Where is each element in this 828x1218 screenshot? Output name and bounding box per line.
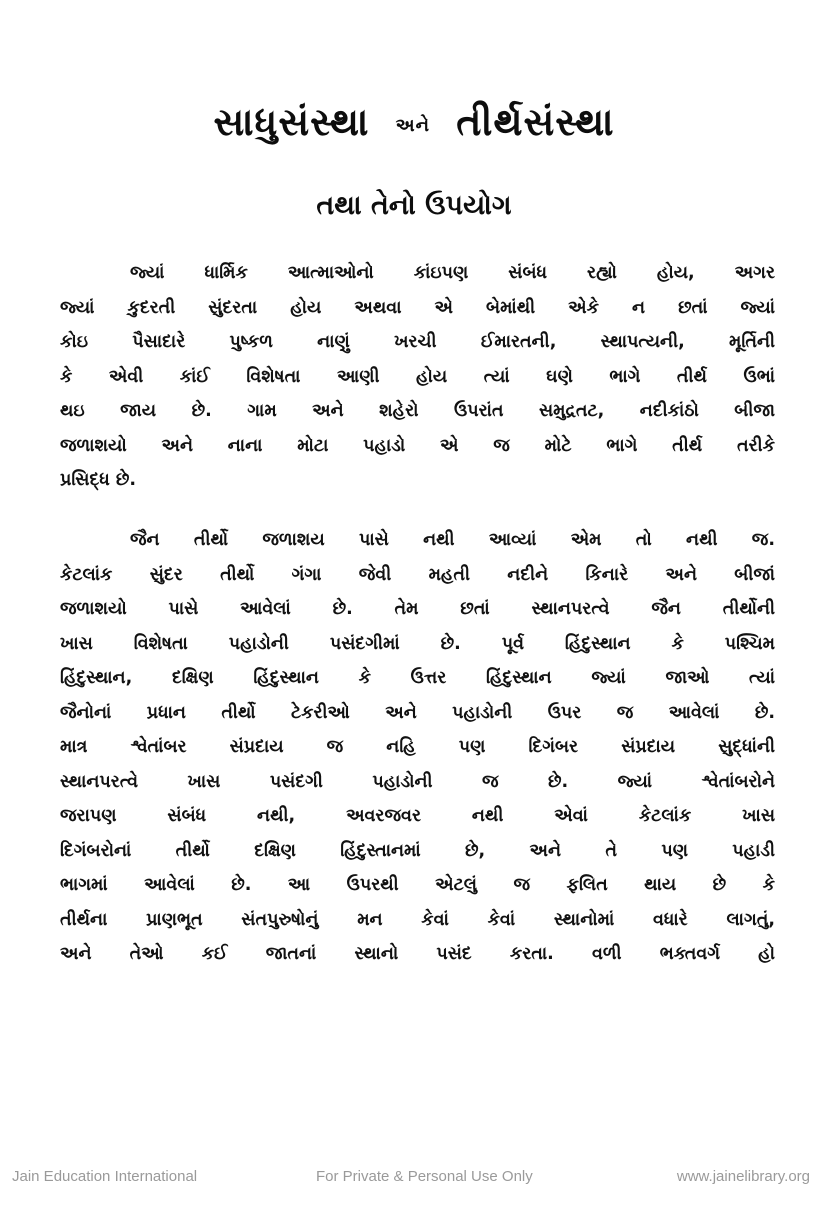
text-line: તીર્થના પ્રાણભૂત સંતપુરુષોનું મન કેવાં કેવાં સ્થાનોમાં વધારે લાગતું,: [60, 909, 775, 930]
text-line: માત્ર શ્વેતાંબર સંપ્રદાય જ નહિ પણ દિગંબર સંપ્રદાય સુદ્ધાંની: [60, 737, 775, 757]
footer-usage-notice: For Private & Personal Use Only: [316, 1168, 533, 1185]
title-part-1: સાધુસંસ્થા: [213, 100, 370, 144]
text-line: થઇ જાય છે. ગામ અને શહેરો ઉપરાંત સમુદ્રતટ, નદીકાંઠો બીજા: [60, 401, 775, 421]
page-title: [0, 100, 828, 145]
text-line: દિગંબરોનાં તીર્થો દક્ષિણ હિંદુસ્તાનમાં છે, અને તે પણ પહાડી: [60, 840, 775, 861]
text-line: જૈનોનાં પ્રધાન તીર્થો ટેકરીઓ અને પહાડોની ઉપર જ આવેલાં છે.: [60, 702, 775, 723]
text-line: જળાશયો પાસે આવેલાં છે. તેમ છતાં સ્થાનપરત્વે જૈન તીર્થોની: [60, 599, 775, 619]
paragraph-2: [60, 523, 775, 972]
footer-website-link[interactable]: www.jainelibrary.org: [676, 1168, 810, 1185]
text-line: કે એવી કાંઈ વિશેષતા આણી હોય ત્યાં ઘણે ભાગે તીર્થ ઉભાં: [60, 366, 775, 387]
title-part-2: તીર્થસંસ્થા: [456, 100, 615, 144]
text-line: જરાપણ સંબંધ નથી, અવરજવર નથી એવાં કેટલાંક ખાસ: [60, 806, 775, 826]
text-line: જ્યાં ધાર્મિક આત્માઓનો કાંઇપણ સંબંધ રહ્યો હોય, અગર: [130, 263, 775, 283]
text-line: જળાશયો અને નાના મોટા પહાડો એ જ મોટે ભાગે તીર્થ તરીકે: [60, 435, 775, 456]
text-line: ભાગમાં આવેલાં છે. આ ઉપરથી એટલું જ ફલિત થાય છે કે: [60, 875, 775, 895]
text-line: ખાસ વિશેષતા પહાડોની પસંદગીમાં છે. પૂર્વ હિંદુસ્થાન કે પશ્ચિમ: [60, 633, 775, 654]
text-line: કોઇ પૈસાદારે પુષ્કળ નાણું ખરચી ઈમારતની, સ્થાપત્યની, મૂર્તિની: [60, 332, 775, 352]
title-connector: અને: [395, 115, 431, 136]
text-line: જ્યાં કુદરતી સુંદરતા હોય અથવા એ બેમાંથી એકે ન છતાં જ્યાં: [60, 297, 775, 318]
text-line: જૈન તીર્થો જળાશય પાસે નથી આવ્યાં એમ તો નથી જ.: [130, 530, 775, 550]
text-line: કેટલાંક સુંદર તીર્થો ગંગા જેવી મહતી નદીને કિનારે અને બીજાં: [60, 564, 775, 585]
page-subtitle: તથા તેનો ઉપયોગ: [316, 190, 512, 221]
text-line: હિંદુસ્થાન, દક્ષિણ હિંદુસ્થાન કે ઉત્તર હિંદુસ્થાન જ્યાં જાઓ ત્યાં: [60, 668, 775, 688]
text-line: સ્થાનપરત્વે ખાસ પસંદગી પહાડોની જ છે. જ્યાં શ્વેતાંબરોને: [60, 771, 775, 792]
paragraph-1: [60, 256, 775, 498]
text-line: અને તેઓ કઈ જાતનાં સ્થાનો પસંદ કરતા. વળી ભક્તવર્ગ હો: [60, 944, 775, 964]
footer-publisher: Jain Education International: [12, 1168, 198, 1185]
text-line: પ્રસિદ્ધ છે.: [60, 470, 137, 490]
